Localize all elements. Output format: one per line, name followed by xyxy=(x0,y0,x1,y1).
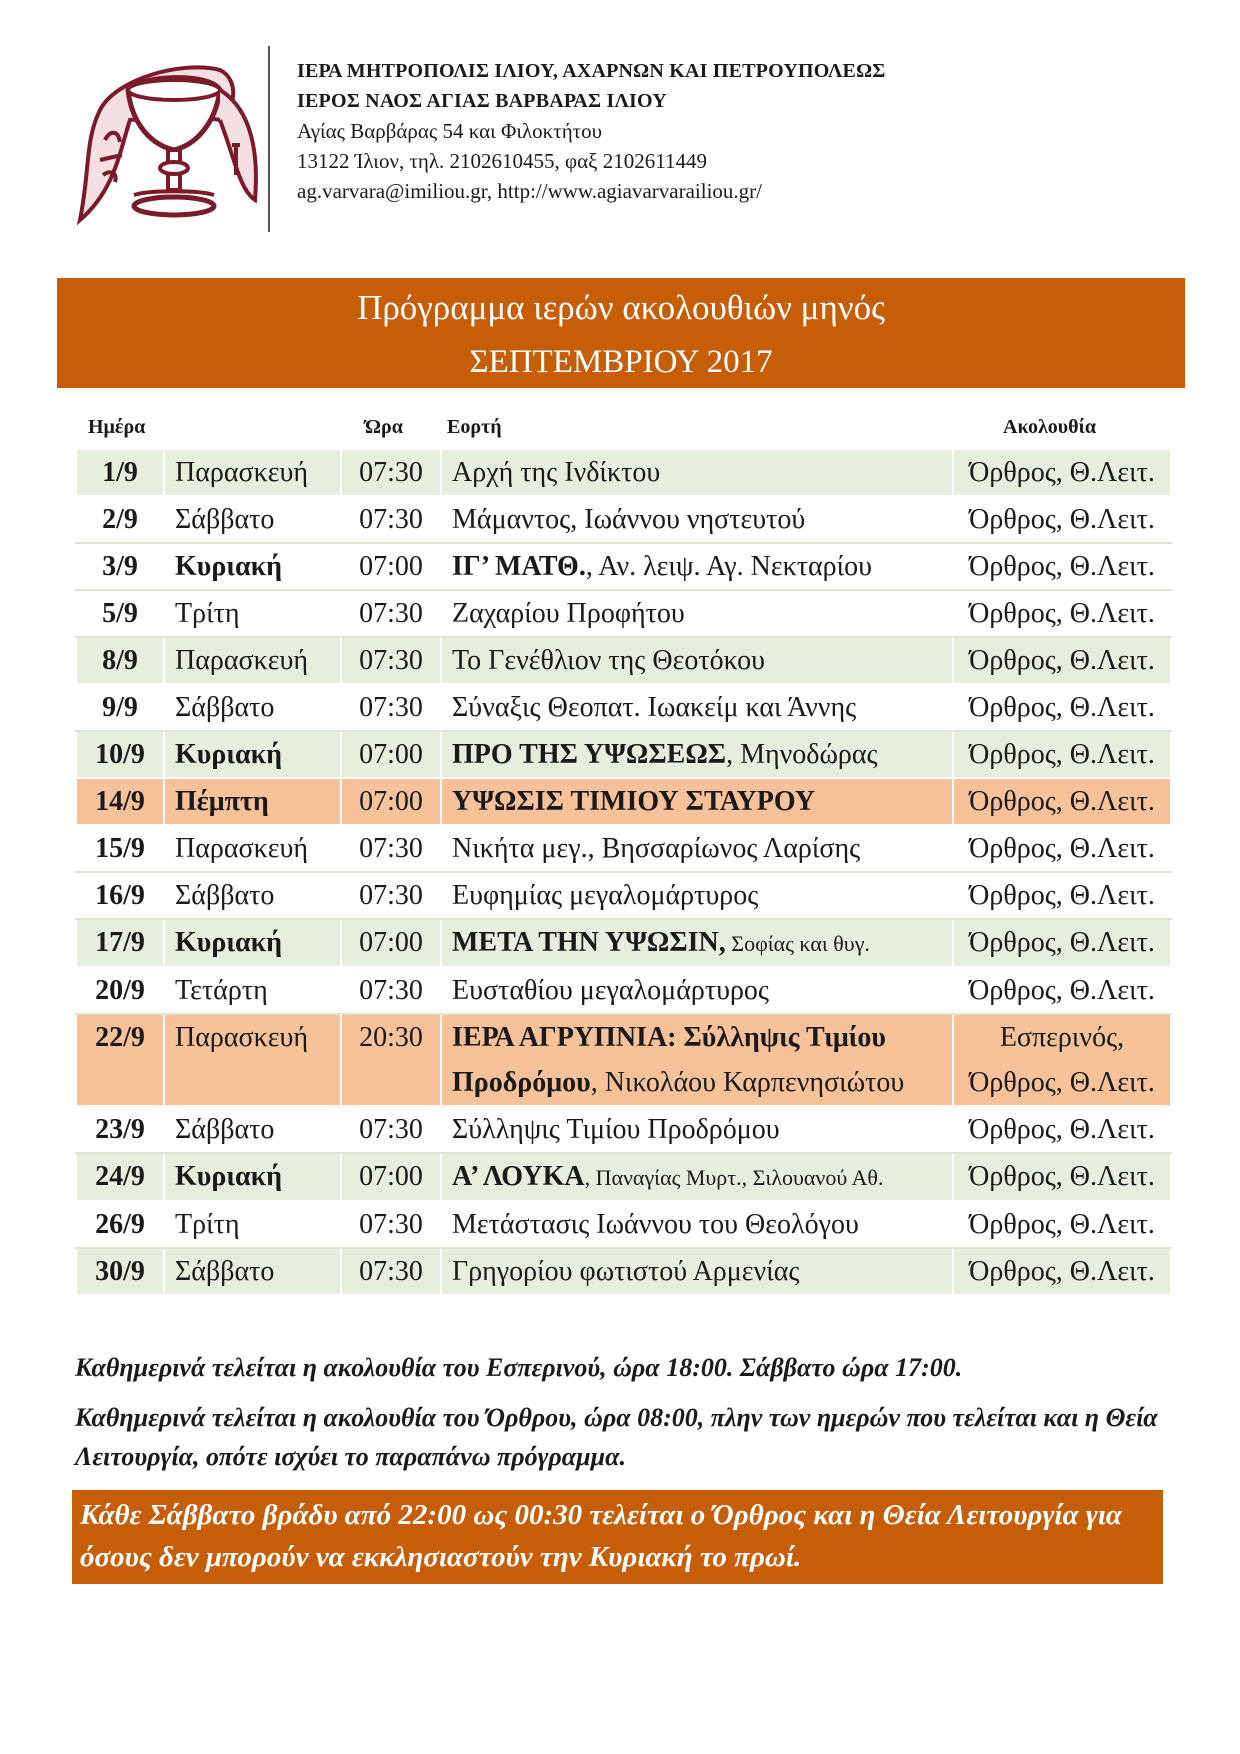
time-cell: 07:30 xyxy=(341,1106,441,1153)
service-cell: Όρθρος, Θ.Λειτ. xyxy=(953,967,1171,1014)
time-cell: 07:00 xyxy=(341,1153,441,1201)
feast-bold: ΙΓ’ ΜΑΤΘ. xyxy=(452,551,586,582)
table-row-highlighted xyxy=(76,1014,1171,1106)
day-cell: Παρασκευή xyxy=(164,1014,341,1106)
table-row xyxy=(76,1201,1171,1248)
date-cell: 1/9 xyxy=(76,449,164,496)
day-cell: Τρίτη xyxy=(164,590,341,637)
time-cell: 07:30 xyxy=(341,825,441,872)
service-cell: Όρθρος, Θ.Λειτ. xyxy=(953,449,1171,496)
time-cell: 07:00 xyxy=(341,778,441,825)
feast-bold: Α’ ΛΟΥΚΑ xyxy=(452,1161,585,1192)
service-cell: Όρθρος, Θ.Λειτ. xyxy=(953,1201,1171,1248)
date-cell: 22/9 xyxy=(76,1014,164,1106)
time-cell: 20:30 xyxy=(341,1014,441,1106)
feast-cell xyxy=(441,778,953,825)
service-line1: Εσπερινός, xyxy=(999,1022,1125,1053)
feast-text: , Αν. λειψ. Αγ. Νεκταρίου xyxy=(585,551,872,582)
service-cell: Όρθρος, Θ.Λειτ. xyxy=(953,731,1171,778)
feast-text: , Παναγίας Μυρτ., Σιλουανού Αθ. xyxy=(584,1165,884,1190)
date-cell: 26/9 xyxy=(76,1201,164,1248)
service-cell: Όρθρος, Θ.Λειτ. xyxy=(953,1153,1171,1201)
email-website: ag.varvara@imiliou.gr, http://www.agiavarvarailiou.gr/ xyxy=(297,179,762,203)
metropolis-name: ΙΕΡΑ ΜΗΤΡΟΠΟΛΙΣ ΙΛΙΟΥ, ΑΧΑΡΝΩΝ ΚΑΙ ΠΕΤΡΟΥΠΟΛΕΩΣ xyxy=(297,60,886,82)
service-cell xyxy=(953,1014,1171,1106)
day-cell: Παρασκευή xyxy=(164,449,341,496)
feast-text: Μετάστασις Ιωάννου του Θεολόγου xyxy=(452,1209,859,1240)
time-cell: 07:30 xyxy=(341,637,441,684)
day-cell: Κυριακή xyxy=(164,543,341,590)
column-header-feast: Εορτή xyxy=(447,416,502,438)
feast-bold: ΠΡΟ ΤΗΣ ΥΨΩΣΕΩΣ xyxy=(452,739,727,770)
day-cell: Σάββατο xyxy=(164,872,341,919)
column-header-day: Ημέρα xyxy=(88,416,146,438)
time-cell: 07:30 xyxy=(341,684,441,731)
phone-fax: 13122 Ίλιον, τηλ. 2102610455, φαξ 2102611449 xyxy=(297,149,708,173)
column-header-time: Ώρα xyxy=(365,416,403,438)
banner-text: Κάθε Σάββατο βράδυ από 22:00 ως 00:30 τελείται ο Όρθρος και η Θεία Λειτουργία για όσους δεν μπορούν να εκκλησιαστούν την Κυριακή το πρωί. xyxy=(80,1499,1122,1573)
feast-cell xyxy=(441,543,953,590)
time-cell: 07:30 xyxy=(341,449,441,496)
church-header xyxy=(297,56,886,206)
table-row xyxy=(76,967,1171,1014)
matins-note: Καθημερινά τελείται η ακολουθία του Όρθρου, ώρα 08:00, πλην των ημερών που τελείται και η Θεία Λειτουργία, οπότε ισχύει το παραπάνω πρόγραμμα. xyxy=(75,1403,1158,1471)
date-cell: 5/9 xyxy=(76,590,164,637)
day-cell: Σάββατο xyxy=(164,1248,341,1295)
service-cell: Όρθρος, Θ.Λειτ. xyxy=(953,825,1171,872)
feast-cell xyxy=(441,637,953,684)
feast-cell xyxy=(441,1014,953,1106)
feast-cell xyxy=(441,1201,953,1248)
table-row xyxy=(76,1248,1171,1295)
service-cell: Όρθρος, Θ.Λειτ. xyxy=(953,778,1171,825)
time-cell: 07:30 xyxy=(341,590,441,637)
day-cell: Τρίτη xyxy=(164,1201,341,1248)
date-cell: 23/9 xyxy=(76,1106,164,1153)
date-cell: 8/9 xyxy=(76,637,164,684)
service-cell: Όρθρος, Θ.Λειτ. xyxy=(953,872,1171,919)
chalice-logo-icon xyxy=(70,50,270,230)
service-cell: Όρθρος, Θ.Λειτ. xyxy=(953,684,1171,731)
date-cell: 2/9 xyxy=(76,496,164,543)
church-name: ΙΕΡΟΣ ΝΑΟΣ ΑΓΙΑΣ ΒΑΡΒΑΡΑΣ ΙΛΙΟΥ xyxy=(297,90,667,112)
day-cell: Τετάρτη xyxy=(164,967,341,1014)
feast-text: Ζαχαρίου Προφήτου xyxy=(452,598,685,629)
service-line2: Όρθρος, Θ.Λειτ. xyxy=(969,1067,1155,1098)
date-cell: 10/9 xyxy=(76,731,164,778)
feast-cell xyxy=(441,496,953,543)
service-cell: Όρθρος, Θ.Λειτ. xyxy=(953,1106,1171,1153)
feast-text: Αρχή της Ινδίκτου xyxy=(452,457,661,488)
date-cell: 30/9 xyxy=(76,1248,164,1295)
table-row xyxy=(76,684,1171,731)
schedule-title xyxy=(57,278,1185,388)
table-row xyxy=(76,496,1171,543)
header-divider xyxy=(268,46,270,232)
day-cell: Σάββατο xyxy=(164,684,341,731)
table-row xyxy=(76,872,1171,919)
feast-text: Νικήτα μεγ., Βησσαρίωνος Λαρίσης xyxy=(452,833,861,864)
time-cell: 07:00 xyxy=(341,919,441,967)
feast-cell xyxy=(441,825,953,872)
table-row-highlighted xyxy=(76,778,1171,825)
feast-text: Μάμαντος, Ιωάννου νηστευτού xyxy=(452,504,806,535)
feast-text: Γρηγορίου φωτιστού Αρμενίας xyxy=(452,1256,800,1287)
saturday-night-banner xyxy=(72,1490,1163,1584)
service-cell: Όρθρος, Θ.Λειτ. xyxy=(953,543,1171,590)
table-row xyxy=(76,543,1171,590)
feast-text: Σύναξις Θεοπατ. Ιωακείμ και Άννης xyxy=(452,692,857,723)
date-cell: 14/9 xyxy=(76,778,164,825)
feast-cell xyxy=(441,1106,953,1153)
address: Αγίας Βαρβάρας 54 και Φιλοκτήτου xyxy=(297,119,603,143)
table-row xyxy=(76,449,1171,496)
feast-bold: ΥΨΩΣΙΣ ΤΙΜΙΟΥ ΣΤΑΥΡΟΥ xyxy=(452,786,816,817)
feast-cell xyxy=(441,967,953,1014)
feast-bold: ΙΕΡΑ ΑΓΡΥΠΝΙΑ: Σύλληψις Τιμίου Προδρόμου xyxy=(452,1022,886,1098)
day-cell: Πέμπτη xyxy=(164,778,341,825)
title-line2: ΣΕΠΤΕΜΒΡΙΟΥ 2017 xyxy=(469,344,773,380)
day-cell: Κυριακή xyxy=(164,919,341,967)
column-header-service: Ακολουθία xyxy=(1003,416,1096,438)
feast-cell xyxy=(441,684,953,731)
day-cell: Σάββατο xyxy=(164,1106,341,1153)
feast-text: Το Γενέθλιον της Θεοτόκου xyxy=(452,645,765,676)
title-line1: Πρόγραμμα ιερών ακολουθιών μηνός xyxy=(357,288,885,327)
table-row xyxy=(76,637,1171,684)
service-cell: Όρθρος, Θ.Λειτ. xyxy=(953,496,1171,543)
feast-cell xyxy=(441,1153,953,1201)
day-cell: Παρασκευή xyxy=(164,637,341,684)
feast-text: , Μηνοδώρας xyxy=(726,739,878,770)
time-cell: 07:30 xyxy=(341,872,441,919)
feast-text: , Νικολάου Καρπενησιώτου xyxy=(590,1067,905,1098)
day-cell: Παρασκευή xyxy=(164,825,341,872)
date-cell: 20/9 xyxy=(76,967,164,1014)
time-cell: 07:00 xyxy=(341,731,441,778)
feast-cell xyxy=(441,919,953,967)
table-row xyxy=(76,1153,1171,1201)
table-row xyxy=(76,919,1171,967)
feast-text: Ευφημίας μεγαλομάρτυρος xyxy=(452,880,759,911)
table-row xyxy=(76,1106,1171,1153)
time-cell: 07:30 xyxy=(341,1248,441,1295)
feast-bold: ΜΕΤΑ ΤΗΝ ΥΨΩΣΙΝ, xyxy=(452,927,726,958)
feast-cell xyxy=(441,449,953,496)
schedule-table xyxy=(75,448,1172,1296)
table-row xyxy=(76,731,1171,778)
service-cell: Όρθρος, Θ.Λειτ. xyxy=(953,637,1171,684)
day-cell: Κυριακή xyxy=(164,731,341,778)
feast-text: Σύλληψις Τιμίου Προδρόμου xyxy=(452,1114,780,1145)
time-cell: 07:30 xyxy=(341,1201,441,1248)
feast-cell xyxy=(441,590,953,637)
service-cell: Όρθρος, Θ.Λειτ. xyxy=(953,1248,1171,1295)
feast-cell xyxy=(441,1248,953,1295)
feast-cell xyxy=(441,731,953,778)
day-cell: Κυριακή xyxy=(164,1153,341,1201)
feast-text: Ευσταθίου μεγαλομάρτυρος xyxy=(452,975,770,1006)
feast-cell xyxy=(441,872,953,919)
time-cell: 07:30 xyxy=(341,967,441,1014)
table-row xyxy=(76,590,1171,637)
service-cell: Όρθρος, Θ.Λειτ. xyxy=(953,919,1171,967)
date-cell: 24/9 xyxy=(76,1153,164,1201)
date-cell: 15/9 xyxy=(76,825,164,872)
feast-text: Σοφίας και θυγ. xyxy=(725,931,870,956)
day-cell: Σάββατο xyxy=(164,496,341,543)
date-cell: 17/9 xyxy=(76,919,164,967)
date-cell: 3/9 xyxy=(76,543,164,590)
date-cell: 9/9 xyxy=(76,684,164,731)
time-cell: 07:00 xyxy=(341,543,441,590)
table-row xyxy=(76,825,1171,872)
date-cell: 16/9 xyxy=(76,872,164,919)
vespers-note: Καθημερινά τελείται η ακολουθία του Εσπερινού, ώρα 18:00. Σάββατο ώρα 17:00. xyxy=(75,1353,963,1382)
time-cell: 07:30 xyxy=(341,496,441,543)
service-cell: Όρθρος, Θ.Λειτ. xyxy=(953,590,1171,637)
